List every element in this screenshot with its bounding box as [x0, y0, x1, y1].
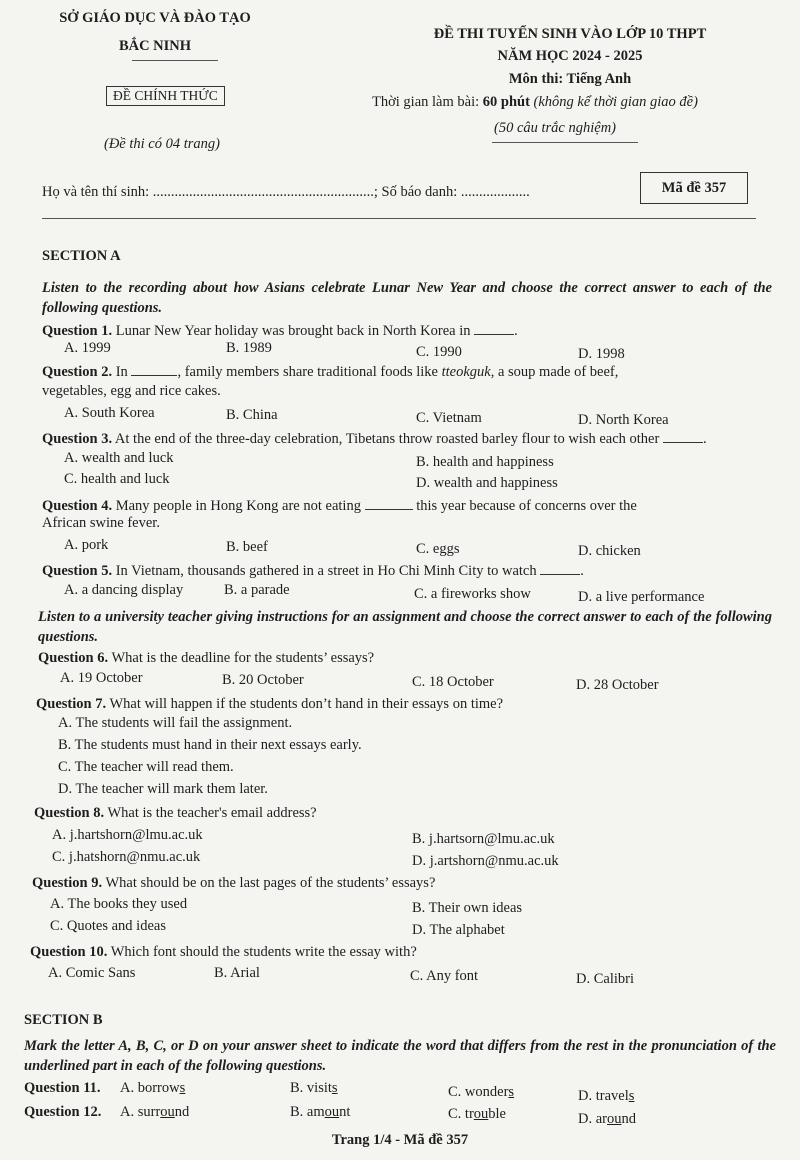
question-number: Question 4. [42, 498, 113, 514]
option-c: C. The teacher will read them. [58, 759, 234, 775]
option-b: B. j.hartsorn@lmu.ac.uk [412, 831, 555, 847]
option-a: A. South Korea [64, 405, 155, 421]
option-b: B. Their own ideas [412, 900, 523, 916]
option-d: D. The alphabet [412, 922, 505, 938]
answer-blank [131, 363, 177, 376]
question-text: In [112, 364, 128, 380]
question-4-line-2: African swine fever. [42, 515, 160, 531]
question-number: Question 1. [42, 323, 113, 339]
option-c: C. j.hatshorn@nmu.ac.uk [52, 849, 201, 865]
option-d: D. a live performance [578, 589, 705, 605]
question-tail-2: , a soup made of beef, [490, 364, 619, 380]
question-text: At the end of the three-day celebration, Tibetans throw roasted barley flour to wish each other [112, 431, 660, 447]
option-d: D. 28 October [576, 677, 659, 693]
question-7 [36, 696, 503, 713]
question-text: What should be on the last pages of the students’ essays? [102, 875, 436, 891]
answer-blank [365, 497, 413, 510]
option-a: A. borrows [120, 1080, 186, 1096]
option-d: D. travels [578, 1088, 635, 1104]
time-prefix: Thời gian làm bài: [372, 94, 483, 110]
question-text: What is the deadline for the students’ essays? [108, 650, 375, 666]
option-a: A. Comic Sans [48, 965, 136, 981]
option-c: C. health and luck [64, 471, 170, 487]
option-b: B. China [226, 407, 278, 423]
question-9 [32, 875, 435, 892]
question-number: Question 7. [36, 696, 107, 712]
option-b: B. 20 October [222, 672, 304, 688]
option-c: C. 18 October [412, 674, 494, 690]
option-a: A. a dancing display [64, 582, 184, 598]
candidate-name-dots: ............................................................. [152, 184, 374, 200]
option-b: B. amount [290, 1104, 351, 1120]
question-number: Question 5. [42, 563, 113, 579]
header-separator [42, 218, 756, 219]
question-2 [42, 363, 618, 381]
option-d: D. around [578, 1111, 636, 1127]
option-c: C. eggs [416, 541, 460, 557]
section-b-title: SECTION B [24, 1012, 103, 1028]
option-c: C. Any font [410, 968, 479, 984]
section-a-instruction-2: Listen to a university teacher giving instructions for an assignment and choose the correct answer to each of the following questions. [38, 609, 772, 645]
section-a-instruction-1: Listen to the recording about how Asians celebrate Lunar New Year and choose the correct answer to each of the following questions. [42, 280, 772, 316]
exam-code-box: Mã đề 357 [640, 172, 748, 204]
question-number: Question 8. [34, 805, 105, 821]
question-number: Question 10. [30, 944, 108, 960]
option-d: D. Calibri [576, 971, 634, 987]
question-text: What is the teacher's email address? [104, 805, 317, 821]
question-tail: . [514, 323, 518, 339]
question-6 [38, 650, 374, 667]
department-line-2: BẮC NINH [118, 38, 192, 54]
option-d: D. j.artshorn@nmu.ac.uk [412, 853, 559, 869]
question-text: Lunar New Year holiday was brought back in North Korea in [112, 323, 471, 339]
exam-title: ĐỀ THI TUYỂN SINH VÀO LỚP 10 THPT [433, 26, 707, 42]
candidate-name-label: Họ và tên thí sinh: [42, 184, 150, 200]
question-3 [42, 430, 707, 448]
question-number: Question 2. [42, 364, 113, 380]
option-b: B. Arial [214, 965, 260, 981]
header-rule-left [132, 60, 218, 61]
answer-blank [540, 562, 580, 575]
question-text: Which font should the students write the essay with? [107, 944, 417, 960]
question-12-number: Question 12. [24, 1104, 102, 1120]
option-a: A. 1999 [64, 340, 111, 356]
page-footer: Trang 1/4 - Mã đề 357 [331, 1132, 469, 1148]
time-note: (không kể thời gian giao đề) [529, 94, 698, 110]
question-number: Question 6. [38, 650, 109, 666]
option-d: D. chicken [578, 543, 641, 559]
option-a: A. j.hartshorn@lmu.ac.uk [52, 827, 203, 843]
question-tail: this year because of concerns over the [412, 498, 637, 514]
option-b: B. The students must hand in their next essays early. [58, 737, 362, 753]
question-count: (50 câu trắc nghiệm) [494, 120, 617, 136]
question-tail: . [580, 563, 584, 579]
candidate-id-label: ; Số báo danh: [373, 184, 458, 200]
question-1 [42, 322, 518, 340]
question-number: Question 9. [32, 875, 103, 891]
header-rule-right [492, 142, 638, 143]
question-8 [34, 805, 317, 822]
option-c: C. 1990 [416, 344, 462, 360]
option-b: B. visits [290, 1080, 338, 1096]
question-2-line-2: vegetables, egg and rice cakes. [42, 383, 221, 399]
school-year: NĂM HỌC 2024 - 2025 [497, 48, 643, 64]
option-a: A. surround [120, 1104, 190, 1120]
option-b: B. health and happiness [416, 454, 554, 470]
option-d: D. North Korea [578, 412, 669, 428]
subject: Môn thi: Tiếng Anh [508, 71, 632, 87]
option-d: D. 1998 [578, 346, 625, 362]
question-text: What will happen if the students don’t hand in their essays on time? [106, 696, 504, 712]
question-5 [42, 562, 584, 580]
section-a-title: SECTION A [42, 248, 121, 264]
question-10 [30, 944, 417, 961]
pages-note: (Đề thi có 04 trang) [104, 136, 220, 152]
option-a: A. 19 October [60, 670, 143, 686]
option-b: B. 1989 [226, 340, 272, 356]
question-tail: , family members share traditional foods like [177, 364, 442, 380]
department-line-1: SỞ GIÁO DỤC VÀ ĐÀO TẠO [59, 10, 251, 26]
option-a: A. wealth and luck [64, 450, 174, 466]
option-b: B. beef [226, 539, 268, 555]
candidate-info-row [42, 184, 530, 201]
option-c: C. a fireworks show [414, 586, 531, 602]
question-number: Question 3. [42, 431, 113, 447]
answer-blank [663, 430, 703, 443]
candidate-id-dots: ................... [460, 184, 530, 200]
question-tail: . [702, 431, 707, 447]
section-b-instruction: Mark the letter A, B, C, or D on your answer sheet to indicate the word that differs from the rest in the pronunciation of the underlined part in each of the following questions. [24, 1038, 776, 1074]
option-a: A. The books they used [50, 896, 188, 912]
italic-term: tteokguk [441, 364, 491, 380]
option-c: C. wonders [448, 1084, 515, 1100]
time-value: 60 phút [482, 94, 530, 110]
option-c: C. Quotes and ideas [50, 918, 166, 934]
option-d: D. wealth and happiness [416, 475, 558, 491]
option-b: B. a parade [224, 582, 290, 598]
option-c: C. trouble [448, 1106, 506, 1122]
option-a: A. pork [64, 537, 109, 553]
official-label: ĐỀ CHÍNH THỨC [106, 86, 225, 106]
option-c: C. Vietnam [416, 410, 482, 426]
question-text: In Vietnam, thousands gathered in a street in Ho Chi Minh City to watch [112, 563, 537, 579]
question-4 [42, 497, 637, 515]
option-d: D. The teacher will mark them later. [58, 781, 268, 797]
option-a: A. The students will fail the assignment. [58, 715, 293, 731]
question-11-number: Question 11. [24, 1080, 101, 1096]
question-text: Many people in Hong Kong are not eating [112, 498, 361, 514]
time-line [372, 94, 698, 111]
answer-blank [474, 322, 514, 335]
